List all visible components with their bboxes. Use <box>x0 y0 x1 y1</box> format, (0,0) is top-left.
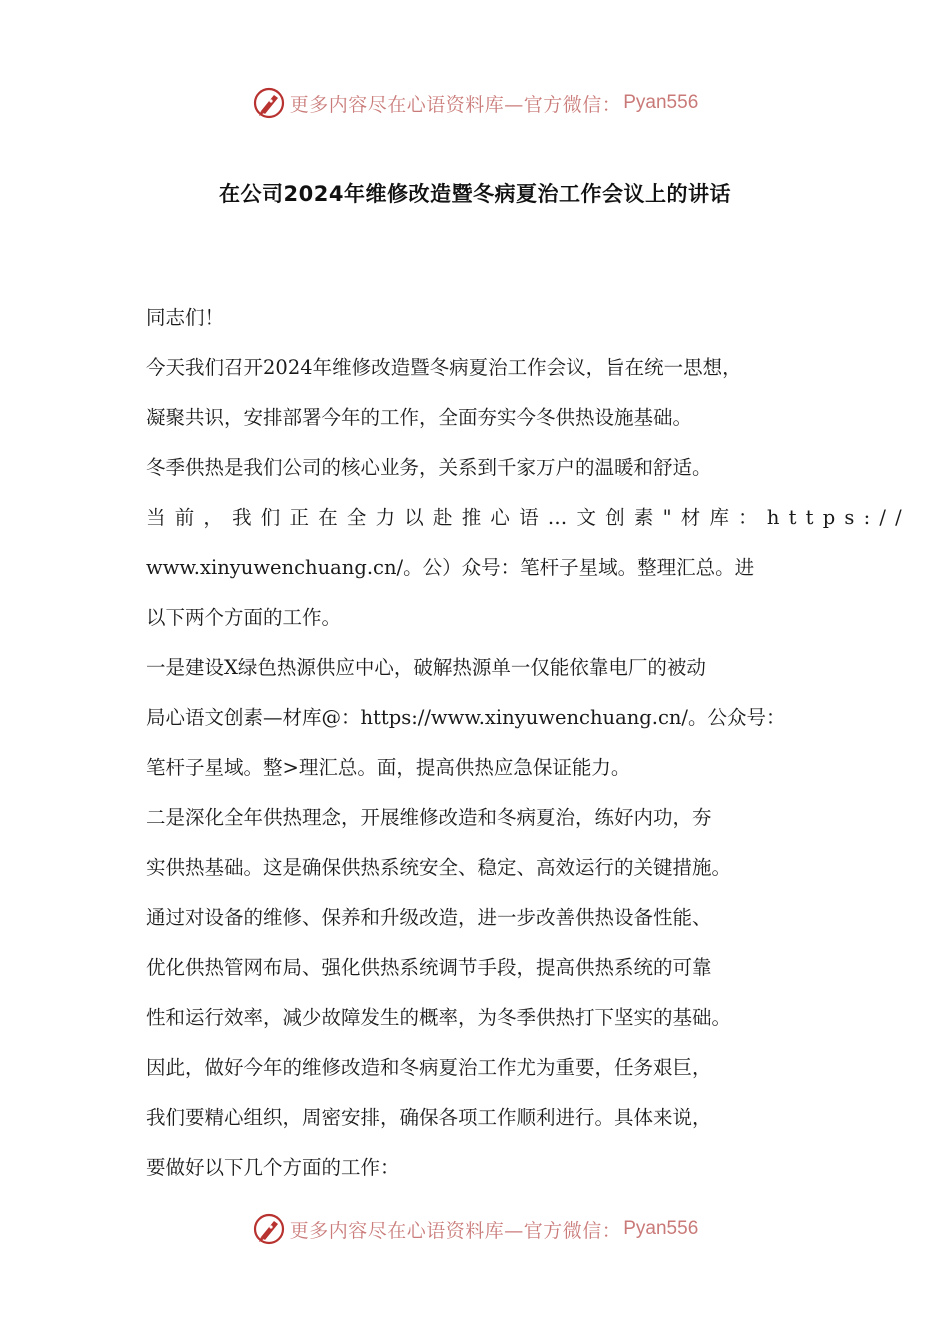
pen-nib-logo-icon <box>252 1212 286 1246</box>
body-line: 因此，做好今年的维修改造和冬病夏治工作尤为重要，任务艰巨， <box>146 1056 712 1079</box>
body-line: 当前，我们正在全力以赴推心语…文创素"材库：https:// <box>146 506 911 529</box>
body-line: 实供热基础。这是确保供热系统安全、稳定、高效运行的关键措施。 <box>146 856 732 879</box>
body-line: 笔杆子星域。整>理汇总。面，提高供热应急保证能力。 <box>146 756 631 779</box>
body-line: 一是建设X绿色热源供应中心，破解热源单一仅能依靠电厂的被动 <box>146 656 706 679</box>
body-line: 通过对设备的维修、保养和升级改造，进一步改善供热设备性能、 <box>146 906 712 929</box>
body-line: 以下两个方面的工作。 <box>146 606 342 629</box>
body-line: 同志们！ <box>146 306 225 329</box>
body-line: 凝聚共识，安排部署今年的工作，全面夯实今冬供热设施基础。 <box>146 406 693 429</box>
body-line: www.xinyuwenchuang.cn/。公）众号：笔杆子星域。整理汇总。进 <box>146 556 755 579</box>
footer-banner <box>0 1209 950 1249</box>
body-line: 要做好以下几个方面的工作： <box>146 1156 400 1179</box>
body-line: 二是深化全年供热理念，开展维修改造和冬病夏治，练好内功，夯 <box>146 806 712 829</box>
document-title: 在公司2024年维修改造暨冬病夏治工作会议上的讲话 <box>219 182 731 206</box>
banner-wechat-id: Pyan556 <box>623 1218 699 1239</box>
body-line: 性和运行效率，减少故障发生的概率，为冬季供热打下坚实的基础。 <box>146 1006 732 1029</box>
body-line: 优化供热管网布局、强化供热系统调节手段，提高供热系统的可靠 <box>146 956 712 979</box>
header-banner <box>0 83 950 123</box>
body-line: 局心语文创素—材库@：https://www.xinyuwenchuang.cn/。公众号： <box>146 706 786 729</box>
banner-text: 更多内容尽在心语资料库—官方微信： <box>289 93 622 116</box>
banner-text: 更多内容尽在心语资料库—官方微信： <box>289 1219 622 1242</box>
pen-nib-logo-icon <box>252 86 286 120</box>
body-line: 今天我们召开2024年维修改造暨冬病夏治工作会议，旨在统一思想， <box>146 356 742 379</box>
body-line: 冬季供热是我们公司的核心业务，关系到千家万户的温暖和舒适。 <box>146 456 712 479</box>
body-line: 我们要精心组织，周密安排，确保各项工作顺利进行。具体来说， <box>146 1106 712 1129</box>
document-body <box>146 298 911 1198</box>
banner-wechat-id: Pyan556 <box>623 92 699 113</box>
